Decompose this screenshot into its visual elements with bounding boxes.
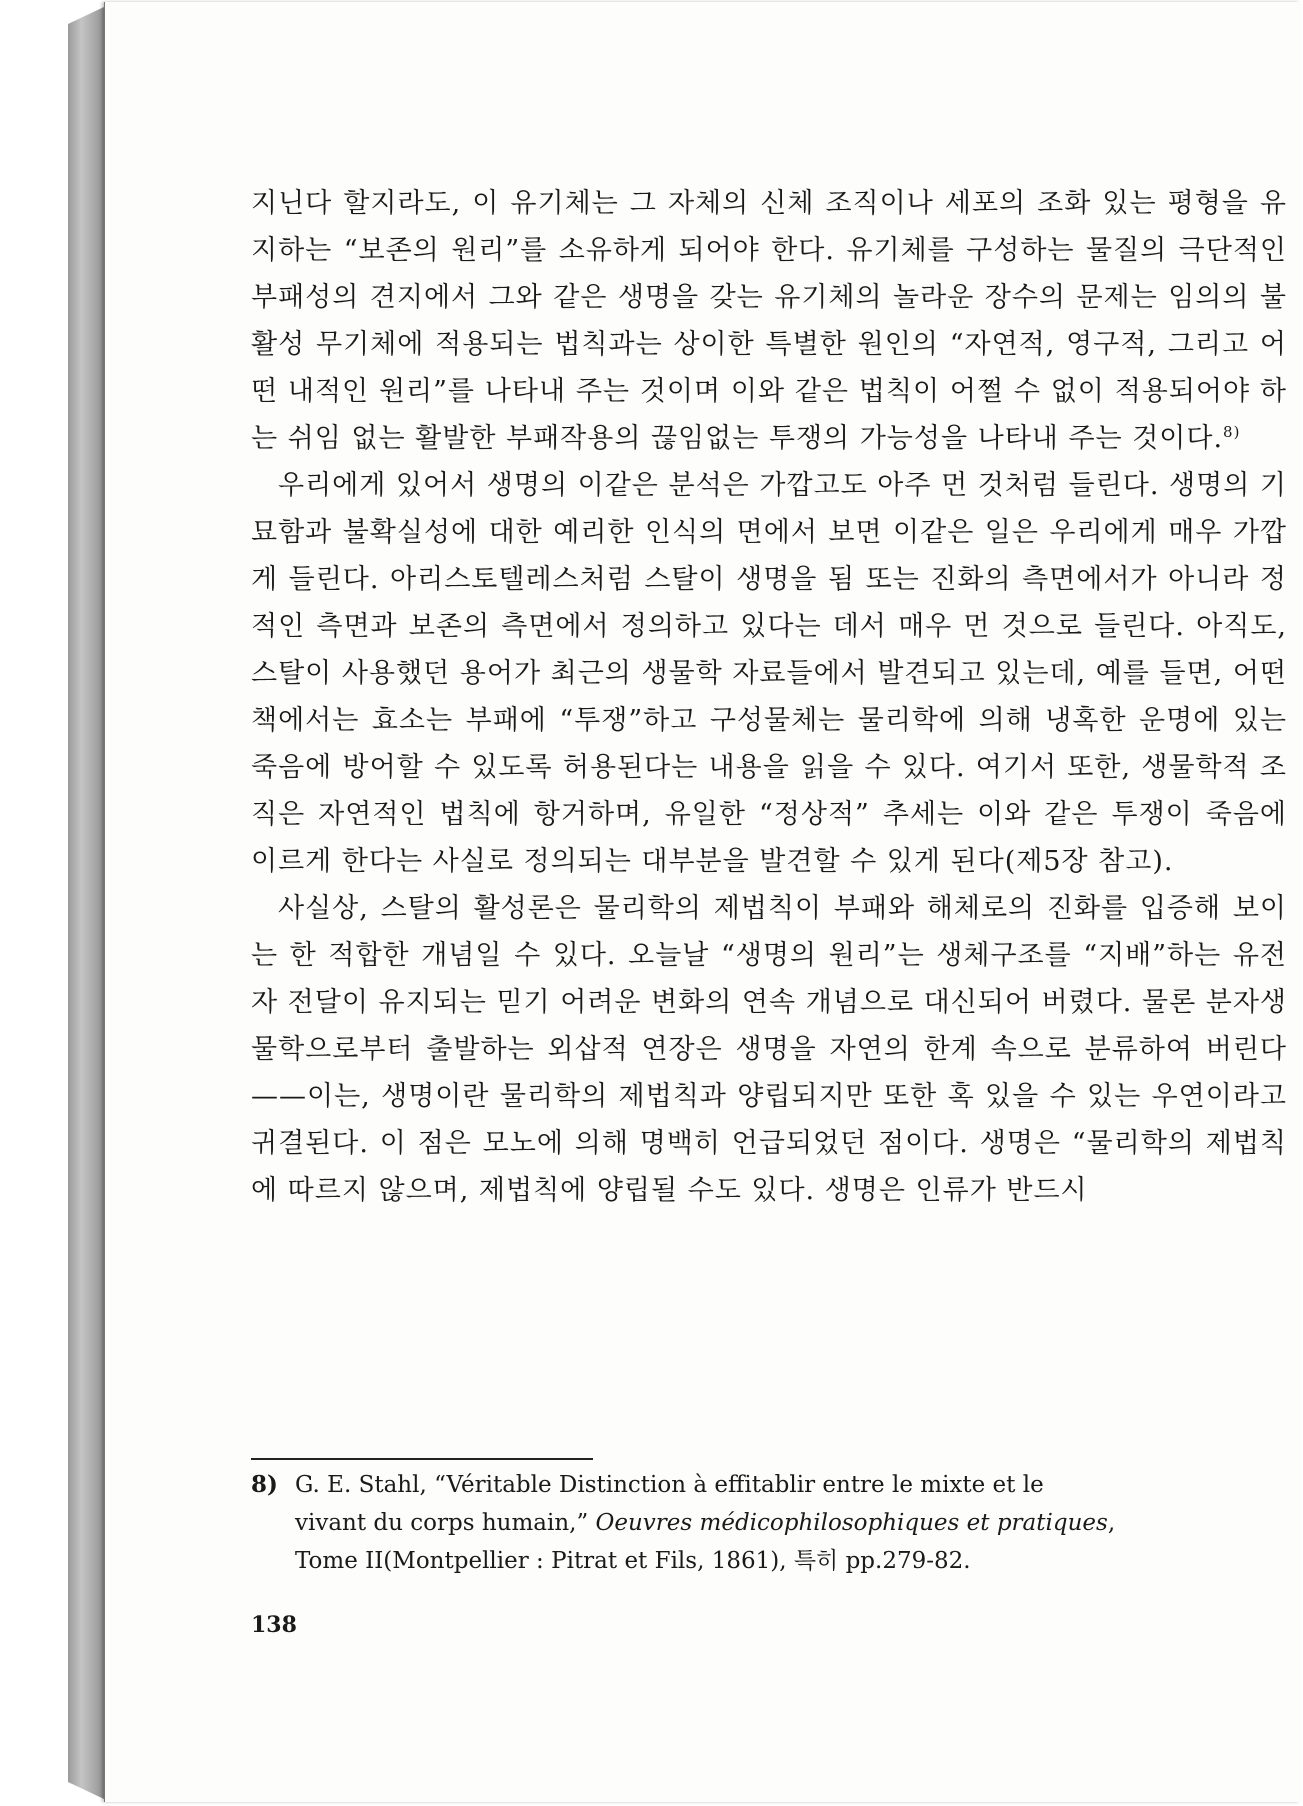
paragraph-2-text: 우리에게 있어서 생명의 이같은 분석은 가깝고도 아주 먼 것처럼 들린다. 생명의 기묘함과 불확실성에 대한 예리한 인식의 면에서 보면 이같은 일은 우리에게 매우 가깝게 들린다. 아리스토텔레스처럼 스탈이 생명을 됨 또는 진화의 측면에서가 아니라 정적인 측면과 보존의 측면에서 정의하고 있다는 데서 매우 먼 것으로 들린다. 아직도, 스탈이 사용했던 용어가 최근의 생물학 자료들에서 발견되고 있는데, 예를 들면, 어떤 책에서는 효소는 부패에 “투쟁”하고 구성물체는 물리학에 의해 냉혹한 운명에 있는 죽음에 방어할 수 있도록 허용된다는 내용을 읽을 수 있다. 여기서 또한, 생물학적 조직은 자연적인 법칙에 항거하며, 유일한 “정상적” 추세는 이와 같은 투쟁이 죽음에 이르게 한다는 사실로 정의되는 대부분을 발견할 수 있게 된다(제5장 참고). (251, 470, 1287, 877)
book-page (104, 2, 1300, 1802)
footnote-line-2 (251, 1504, 1291, 1542)
footnote-line-3 (251, 1542, 1291, 1580)
footnote-reference-8[interactable]: 8) (1223, 423, 1241, 441)
body-text (251, 180, 1287, 1214)
footnote-punctuation: , (1107, 1510, 1116, 1536)
footnote-divider (251, 1458, 593, 1460)
footnote-book-title: Oeuvres médicophilosophiques et pratiques (595, 1510, 1108, 1536)
footnote-publisher: Tome II(Montpellier : Pitrat et Fils, 1861), 특히 pp.279-82. (295, 1548, 971, 1574)
paragraph-1 (251, 180, 1287, 462)
footnote-citation-title: vivant du corps humain,” (295, 1510, 589, 1536)
paragraph-3-text: 사실상, 스탈의 활성론은 물리학의 제법칙이 부패와 해체로의 진화를 입증해 보이는 한 적합한 개념일 수 있다. 오늘날 “생명의 원리”는 생체구조를 “지배”하는 유전자 전달이 유지되는 믿기 어려운 변화의 연속 개념으로 대신되어 버렸다. 물론 분자생물학으로부터 출발하는 외삽적 연장은 생명을 자연의 한계 속으로 분류하여 버린다——이는, 생명이란 물리학의 제법칙과 양립되지만 또한 혹 있을 수 있는 우연이라고 귀결된다. 이 점은 모노에 의해 명백히 언급되었던 점이다. 생명은 “물리학의 제법칙에 따르지 않으며, 제법칙에 양립될 수도 있다. 생명은 인류가 반드시 (251, 893, 1287, 1206)
book-spine (68, 6, 106, 1800)
page-number: 138 (251, 1612, 297, 1638)
paragraph-2 (251, 462, 1287, 885)
paragraph-1-text: 지닌다 할지라도, 이 유기체는 그 자체의 신체 조직이나 세포의 조화 있는 평형을 유지하는 “보존의 원리”를 소유하게 되어야 한다. 유기체를 구성하는 물질의 극단적인 부패성의 견지에서 그와 같은 생명을 갖는 유기체의 놀라운 장수의 문제는 임의의 불활성 무기체에 적용되는 법칙과는 상이한 특별한 원인의 “자연적, 영구적, 그리고 어떤 내적인 원리”를 나타내 주는 것이며 이와 같은 법칙이 어쩔 수 없이 적용되어야 하는 쉬임 없는 활발한 부패작용의 끊임없는 투쟁의 가능성을 나타내 주는 것이다. (251, 188, 1287, 454)
footnote-line-1 (251, 1466, 1291, 1504)
footnote-8 (251, 1466, 1291, 1580)
footnote-citation-start: G. E. Stahl, “Véritable Distinction à effitablir entre le mixte et le (295, 1472, 1044, 1498)
footnote-number: 8) (251, 1471, 278, 1498)
paragraph-3 (251, 885, 1287, 1214)
